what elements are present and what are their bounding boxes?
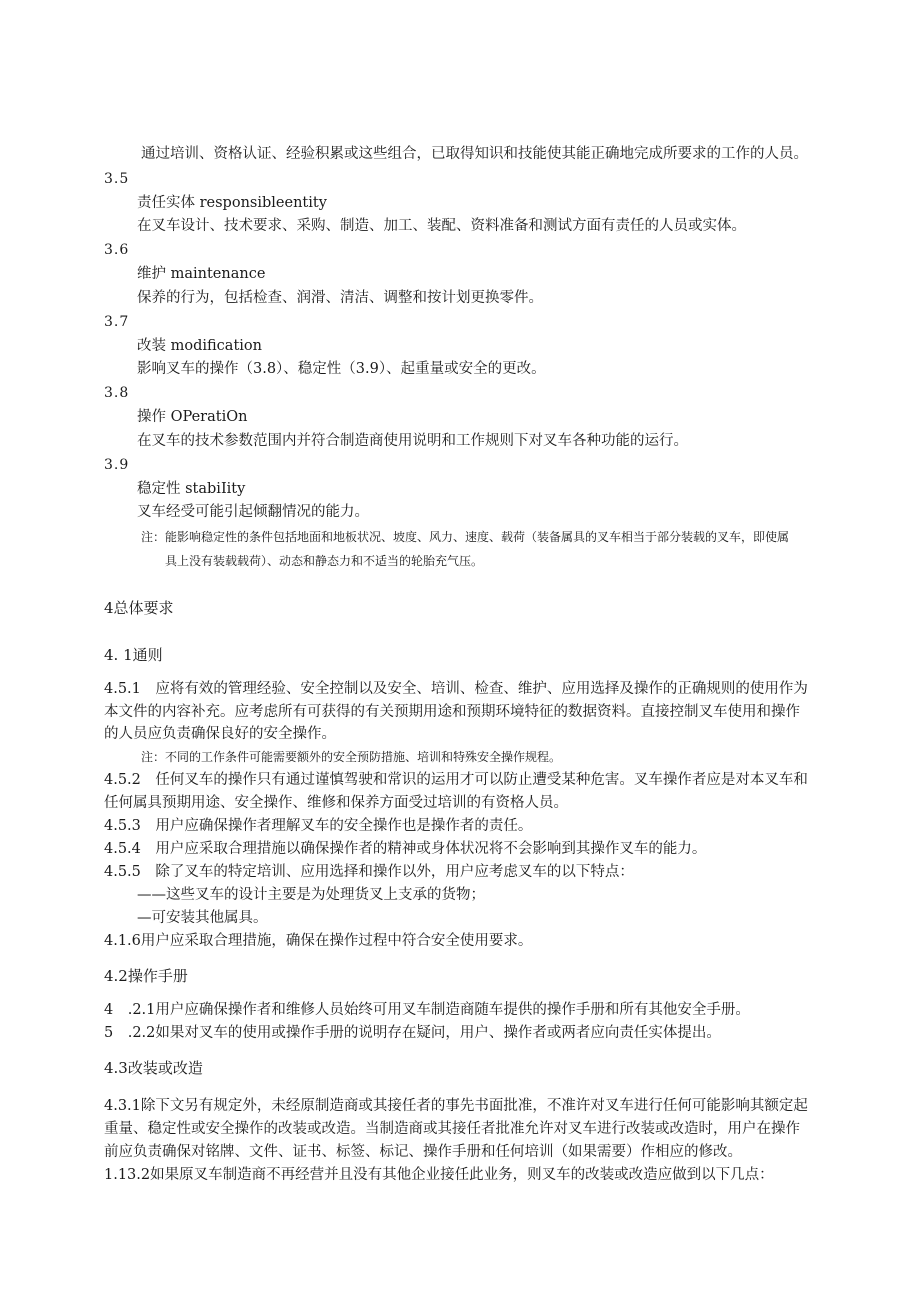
list-item: —可安装其他属具。 <box>137 910 268 926</box>
term-title: 改装 modification <box>137 338 262 354</box>
term-definition: 影响叉车的操作（3.8）、稳定性（3.9）、起重量或安全的更改。 <box>137 361 546 377</box>
paragraph-line: 4.1.6用户应采取合理措施，确保在操作过程中符合安全使用要求。 <box>104 933 533 949</box>
term-number: 3.7 <box>104 314 130 330</box>
paragraph-line: 前应负责确保对铭牌、文件、证书、标签、标记、操作手册和任何培训（如果需要）作相应的修改。 <box>104 1144 742 1160</box>
subsection-heading: 4. 1通则 <box>104 646 163 664</box>
term-title: 维护 maintenance <box>137 266 266 282</box>
term-definition: 在叉车的技术参数范围内并符合制造商使用说明和工作规则下对叉车各种功能的运行。 <box>137 433 688 449</box>
term-definition: 在叉车设计、技术要求、采购、制造、加工、装配、资料准备和测试方面有责任的人员或实体。 <box>137 218 746 234</box>
paragraph-line: 4.5.1 应将有效的管理经验、安全控制以及安全、培训、检查、维护、应用选择及操作的正确规则的使用作为 <box>104 681 808 697</box>
paragraph-line: 4.5.2 任何叉车的操作只有通过谨慎驾驶和常识的运用才可以防止遭受某种危害。叉车操作者应是对本叉车和 <box>104 772 808 788</box>
paragraph-line: 重量、稳定性或安全操作的改装或改造。当制造商或其接任者批准允许对叉车进行改装或改造时，用户在操作 <box>104 1121 800 1137</box>
term-number: 3.6 <box>104 242 130 258</box>
note-text: 注：不同的工作条件可能需要额外的安全预防措施、培训和特殊安全操作规程。 <box>141 750 562 764</box>
paragraph-line: 1.13.2如果原叉车制造商不再经营并且没有其他企业接任此业务，则叉车的改装或改造应做到以下几点： <box>104 1167 774 1183</box>
paragraph-line: 的人员应负责确保良好的安全操作。 <box>104 726 336 742</box>
paragraph-line: 4.3.1除下文另有规定外，未经原制造商或其接任者的事先书面批准，不准许对叉车进行任何可能影响其额定起 <box>104 1098 808 1114</box>
term-definition: 保养的行为，包括检查、润滑、清洁、调整和按计划更换零件。 <box>137 290 543 306</box>
term-number: 3.9 <box>104 457 130 473</box>
paragraph-line: 4.5.5 除了叉车的特定培训、应用选择和操作以外，用户应考虑叉车的以下特点： <box>104 864 634 880</box>
paragraph-line: 4.5.3 用户应确保操作者理解叉车的安全操作也是操作者的责任。 <box>104 818 533 834</box>
term-definition: 叉车经受可能引起倾翻情况的能力。 <box>137 504 369 520</box>
paragraph-line: 任何属具预期用途、安全操作、维修和保养方面受过培训的有资格人员。 <box>104 795 568 811</box>
section-heading: 4总体要求 <box>104 599 174 617</box>
note-text: 具上没有装载载荷）、动态和静态力和不适当的轮胎充气压。 <box>165 554 484 568</box>
term-title: 操作 OPeratiOn <box>137 409 248 425</box>
term-title: 责任实体 responsibleentity <box>137 195 327 211</box>
term-number: 3.5 <box>104 171 130 187</box>
subsection-heading: 4.2操作手册 <box>104 967 188 985</box>
note-text: 注：能影响稳定性的条件包括地面和地板状况、坡度、风力、速度、载荷（装备属具的叉车相当于部分装载的叉车，即使属 <box>141 530 790 544</box>
term-title: 稳定性 stabiIity <box>137 481 246 497</box>
paragraph-line: 5 .2.2如果对叉车的使用或操作手册的说明存在疑问，用户、操作者或两者应向责任实体提出。 <box>104 1025 721 1041</box>
paragraph-line: 4.5.4 用户应采取合理措施以确保操作者的精神或身体状况将不会影响到其操作叉车的能力。 <box>104 841 707 857</box>
paragraph-line: 本文件的内容补充。应考虑所有可获得的有关预期用途和预期环境特征的数据资料。直接控制叉车使用和操作 <box>104 704 800 720</box>
subsection-heading: 4.3改装或改造 <box>104 1059 203 1077</box>
term-number: 3.8 <box>104 385 130 401</box>
paragraph-line: 4 .2.1用户应确保操作者和维修人员始终可用叉车制造商随车提供的操作手册和所有其他安全手册。 <box>104 1002 750 1018</box>
paragraph-line: 通过培训、资格认证、经验积累或这些组合，已取得知识和技能使其能正确地完成所要求的工作的人员。 <box>141 146 808 162</box>
list-item: ——这些叉车的设计主要是为处理货叉上支承的货物； <box>137 887 485 903</box>
